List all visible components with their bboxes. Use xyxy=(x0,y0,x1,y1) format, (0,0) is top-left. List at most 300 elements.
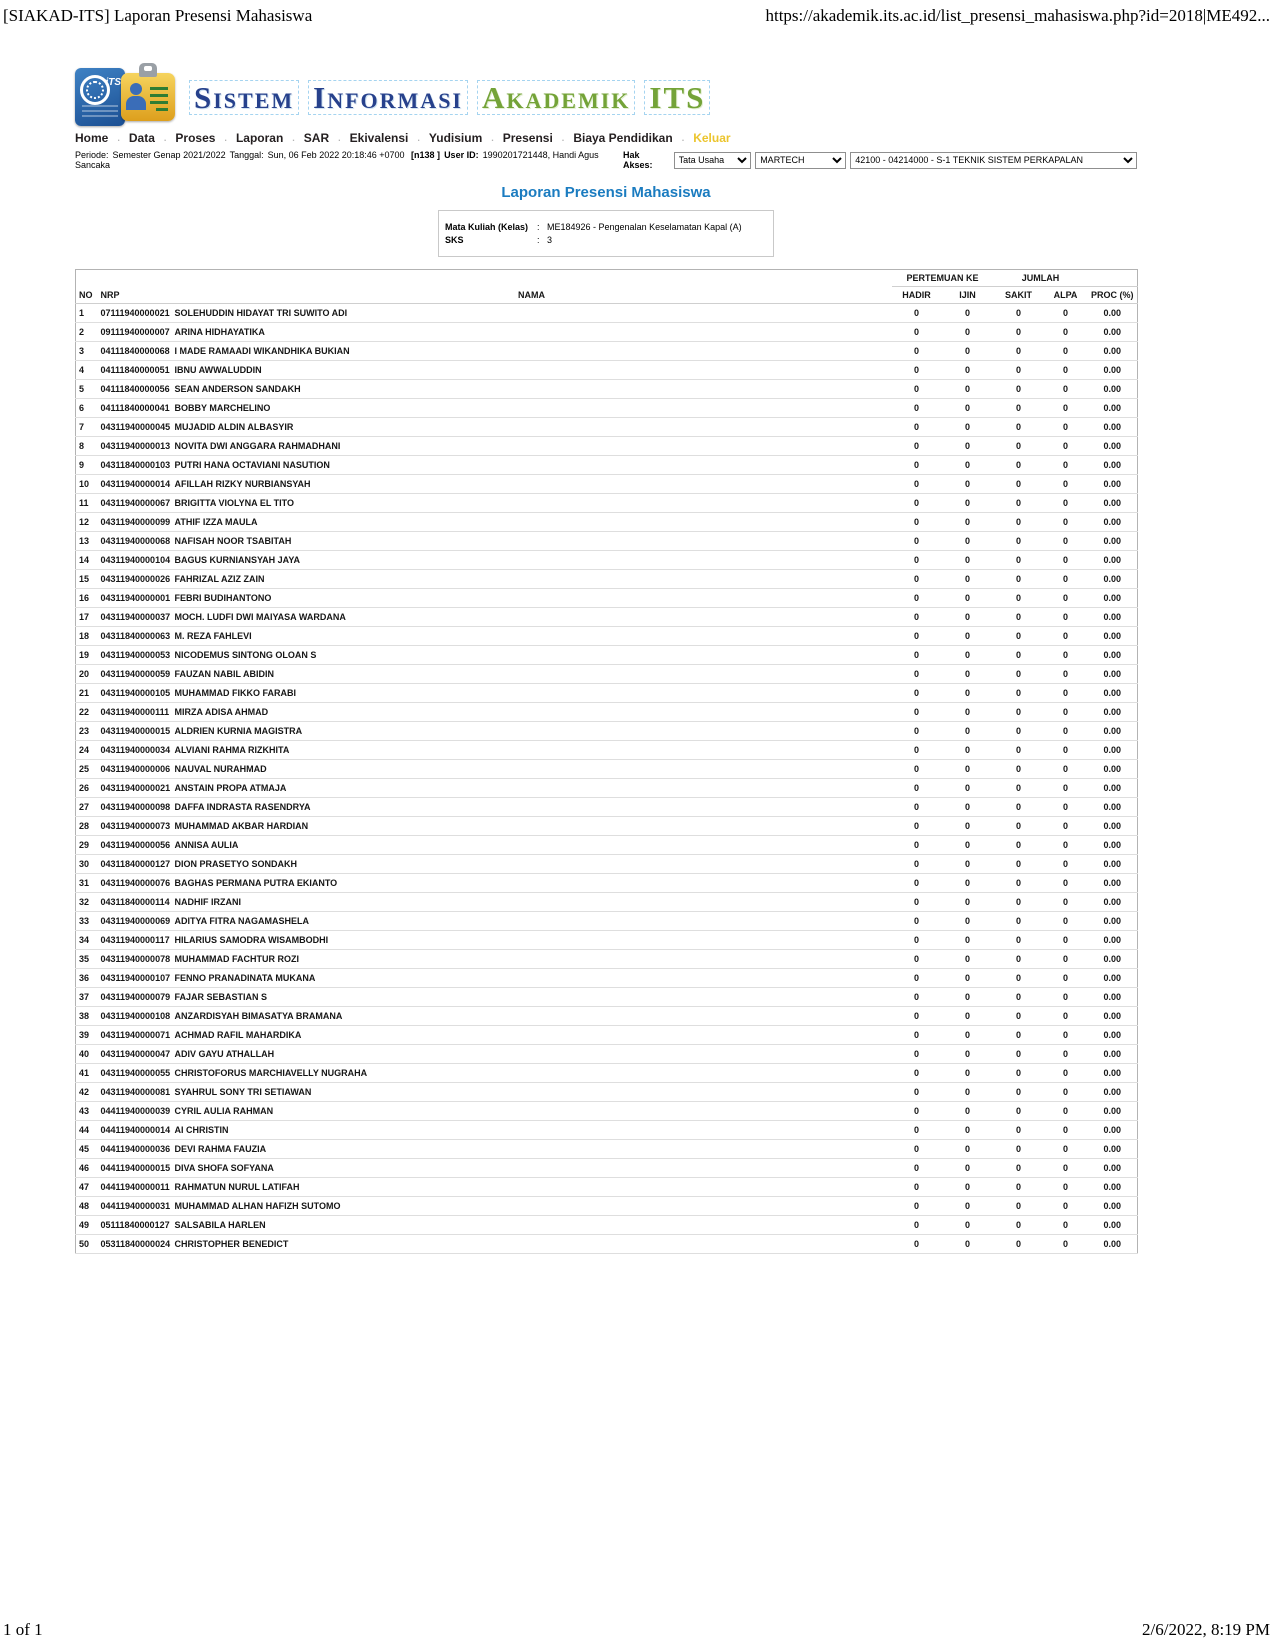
table-row xyxy=(76,323,1138,342)
brand-row xyxy=(75,66,1137,128)
access-rights xyxy=(623,150,1137,170)
table-row xyxy=(76,760,1138,779)
cell-ijin: 0 xyxy=(942,988,994,1007)
cell-nrp: 04311940000014 xyxy=(98,475,172,494)
cell-nama: FENNO PRANADINATA MUKANA xyxy=(172,969,892,988)
cell-sakit: 0 xyxy=(994,418,1044,437)
cell-no: 45 xyxy=(76,1140,98,1159)
role-select[interactable] xyxy=(674,152,752,169)
cell-ijin: 0 xyxy=(942,855,994,874)
cell-sakit: 0 xyxy=(994,665,1044,684)
cell-proc: 0.00 xyxy=(1088,456,1138,475)
its-logo-lines xyxy=(82,105,118,119)
cell-ijin: 0 xyxy=(942,418,994,437)
cell-proc: 0.00 xyxy=(1088,342,1138,361)
cell-no: 2 xyxy=(76,323,98,342)
cell-alpa: 0 xyxy=(1044,703,1088,722)
nav-item-keluar[interactable]: Keluar xyxy=(693,131,731,145)
table-row xyxy=(76,817,1138,836)
cell-sakit: 0 xyxy=(994,304,1044,323)
cell-nrp: 04311940000099 xyxy=(98,513,172,532)
cell-alpa: 0 xyxy=(1044,475,1088,494)
table-row xyxy=(76,722,1138,741)
cell-proc: 0.00 xyxy=(1088,323,1138,342)
table-row xyxy=(76,988,1138,1007)
sks-label: SKS xyxy=(445,235,464,245)
nav-separator: . xyxy=(338,133,341,143)
cell-no: 46 xyxy=(76,1159,98,1178)
card-line xyxy=(150,94,168,97)
badge-clip-icon xyxy=(139,63,157,77)
print-footer-page: 1 of 1 xyxy=(3,1620,43,1639)
cell-ijin: 0 xyxy=(942,779,994,798)
cell-ijin: 0 xyxy=(942,399,994,418)
cell-ijin: 0 xyxy=(942,684,994,703)
table-row xyxy=(76,532,1138,551)
cell-hadir: 0 xyxy=(892,646,942,665)
table-row xyxy=(76,361,1138,380)
app-title-word-sistem: Sistem xyxy=(189,80,299,115)
cell-no: 9 xyxy=(76,456,98,475)
cell-nrp: 04311940000056 xyxy=(98,836,172,855)
cell-nrp: 04111840000041 xyxy=(98,399,172,418)
table-row xyxy=(76,874,1138,893)
cell-proc: 0.00 xyxy=(1088,646,1138,665)
cell-sakit: 0 xyxy=(994,703,1044,722)
person-body-icon xyxy=(126,96,146,110)
cell-proc: 0.00 xyxy=(1088,570,1138,589)
table-row xyxy=(76,1026,1138,1045)
page-content xyxy=(75,66,1137,1254)
cell-proc: 0.00 xyxy=(1088,589,1138,608)
cell-hadir: 0 xyxy=(892,1197,942,1216)
cell-hadir: 0 xyxy=(892,1045,942,1064)
attendance-table-body xyxy=(76,304,1138,1254)
cell-sakit: 0 xyxy=(994,684,1044,703)
cell-nama: ACHMAD RAFIL MAHARDIKA xyxy=(172,1026,892,1045)
cell-nrp: 04311940000026 xyxy=(98,570,172,589)
cell-nrp: 04311940000108 xyxy=(98,1007,172,1026)
cell-hadir: 0 xyxy=(892,1121,942,1140)
cell-ijin: 0 xyxy=(942,456,994,475)
cell-alpa: 0 xyxy=(1044,779,1088,798)
cell-ijin: 0 xyxy=(942,551,994,570)
cell-nama: BAGHAS PERMANA PUTRA EKIANTO xyxy=(172,874,892,893)
nav-item-yudisium[interactable]: Yudisium xyxy=(428,131,483,145)
cell-nrp: 04311840000063 xyxy=(98,627,172,646)
app-title xyxy=(189,80,710,115)
cell-alpa: 0 xyxy=(1044,380,1088,399)
cell-ijin: 0 xyxy=(942,627,994,646)
header-sakit: SAKIT xyxy=(994,287,1044,304)
cell-sakit: 0 xyxy=(994,931,1044,950)
cell-ijin: 0 xyxy=(942,1064,994,1083)
cell-sakit: 0 xyxy=(994,798,1044,817)
cell-no: 6 xyxy=(76,399,98,418)
cell-nama: CHRISTOPHER BENEDICT xyxy=(172,1235,892,1254)
cell-hadir: 0 xyxy=(892,931,942,950)
cell-sakit: 0 xyxy=(994,741,1044,760)
app-title-word-akademik: Akademik xyxy=(477,80,635,115)
cell-nama: MOCH. LUDFI DWI MAIYASA WARDANA xyxy=(172,608,892,627)
cell-nama: ADIV GAYU ATHALLAH xyxy=(172,1045,892,1064)
colon: : xyxy=(537,235,540,245)
table-row xyxy=(76,646,1138,665)
table-row xyxy=(76,779,1138,798)
cell-hadir: 0 xyxy=(892,988,942,1007)
nav-item-presensi[interactable]: Presensi xyxy=(502,131,553,145)
cell-alpa: 0 xyxy=(1044,798,1088,817)
cell-proc: 0.00 xyxy=(1088,988,1138,1007)
cell-proc: 0.00 xyxy=(1088,1121,1138,1140)
cell-hadir: 0 xyxy=(892,1216,942,1235)
cell-proc: 0.00 xyxy=(1088,475,1138,494)
cell-alpa: 0 xyxy=(1044,627,1088,646)
cell-sakit: 0 xyxy=(994,1178,1044,1197)
cell-ijin: 0 xyxy=(942,1045,994,1064)
cell-alpa: 0 xyxy=(1044,1007,1088,1026)
cell-nrp: 04311840000103 xyxy=(98,456,172,475)
course-row xyxy=(445,222,767,232)
cell-sakit: 0 xyxy=(994,361,1044,380)
cell-no: 13 xyxy=(76,532,98,551)
cell-hadir: 0 xyxy=(892,399,942,418)
cell-hadir: 0 xyxy=(892,627,942,646)
cell-nrp: 04311940000067 xyxy=(98,494,172,513)
cell-proc: 0.00 xyxy=(1088,1102,1138,1121)
cell-ijin: 0 xyxy=(942,608,994,627)
id-card-icon xyxy=(121,73,175,121)
cell-nrp: 04411940000015 xyxy=(98,1159,172,1178)
cell-nama: M. REZA FAHLEVI xyxy=(172,627,892,646)
cell-ijin: 0 xyxy=(942,1121,994,1140)
cell-nama: ALVIANI RAHMA RIZKHITA xyxy=(172,741,892,760)
table-row xyxy=(76,304,1138,323)
cell-alpa: 0 xyxy=(1044,1026,1088,1045)
cell-nama: ARINA HIDHAYATIKA xyxy=(172,323,892,342)
cell-proc: 0.00 xyxy=(1088,760,1138,779)
cell-nama: ATHIF IZZA MAULA xyxy=(172,513,892,532)
cell-hadir: 0 xyxy=(892,1178,942,1197)
cell-ijin: 0 xyxy=(942,950,994,969)
cell-proc: 0.00 xyxy=(1088,836,1138,855)
cell-sakit: 0 xyxy=(994,836,1044,855)
cell-sakit: 0 xyxy=(994,380,1044,399)
cell-proc: 0.00 xyxy=(1088,1197,1138,1216)
table-row xyxy=(76,1045,1138,1064)
cell-nrp: 04311940000073 xyxy=(98,817,172,836)
cell-nama: BOBBY MARCHELINO xyxy=(172,399,892,418)
table-row xyxy=(76,1083,1138,1102)
cell-alpa: 0 xyxy=(1044,437,1088,456)
cell-nrp: 04311940000015 xyxy=(98,722,172,741)
cell-sakit: 0 xyxy=(994,570,1044,589)
cell-ijin: 0 xyxy=(942,323,994,342)
cell-nama: ADITYA FITRA NAGAMASHELA xyxy=(172,912,892,931)
card-line xyxy=(150,87,168,90)
cell-nrp: 04311940000006 xyxy=(98,760,172,779)
cell-proc: 0.00 xyxy=(1088,608,1138,627)
cell-sakit: 0 xyxy=(994,1235,1044,1254)
cell-nama: BRIGITTA VIOLYNA EL TITO xyxy=(172,494,892,513)
cell-proc: 0.00 xyxy=(1088,1235,1138,1254)
cell-nrp: 05311840000024 xyxy=(98,1235,172,1254)
cell-nama: ALDRIEN KURNIA MAGISTRA xyxy=(172,722,892,741)
sks-row xyxy=(445,235,767,245)
nav-separator: . xyxy=(491,133,494,143)
cell-ijin: 0 xyxy=(942,589,994,608)
cell-proc: 0.00 xyxy=(1088,304,1138,323)
cell-alpa: 0 xyxy=(1044,817,1088,836)
cell-hadir: 0 xyxy=(892,798,942,817)
print-header-url: https://akademik.its.ac.id/list_presensi_mahasiswa.php?id=2018|ME492... xyxy=(765,6,1270,25)
cell-nama: MUJADID ALDIN ALBASYIR xyxy=(172,418,892,437)
print-footer-datetime: 2/6/2022, 8:19 PM xyxy=(1142,1620,1270,1639)
nav-item-proses[interactable]: Proses xyxy=(175,131,216,145)
cell-sakit: 0 xyxy=(994,646,1044,665)
nav-separator: . xyxy=(163,133,167,143)
cell-sakit: 0 xyxy=(994,988,1044,1007)
nav-item-sar[interactable]: SAR xyxy=(303,131,330,145)
table-row xyxy=(76,836,1138,855)
cell-ijin: 0 xyxy=(942,513,994,532)
cell-hadir: 0 xyxy=(892,817,942,836)
nav-separator: . xyxy=(417,133,420,143)
cell-no: 49 xyxy=(76,1216,98,1235)
program-select[interactable] xyxy=(850,152,1137,169)
header-spacer xyxy=(1088,270,1138,287)
cell-hadir: 0 xyxy=(892,1102,942,1121)
nav-item-laporan[interactable]: Laporan xyxy=(235,131,284,145)
sks-value: 3 xyxy=(547,235,553,245)
cell-no: 47 xyxy=(76,1178,98,1197)
cell-sakit: 0 xyxy=(994,874,1044,893)
cell-hadir: 0 xyxy=(892,741,942,760)
cell-proc: 0.00 xyxy=(1088,1083,1138,1102)
header-ijin: IJIN xyxy=(942,287,994,304)
cell-nama: NAUVAL NURAHMAD xyxy=(172,760,892,779)
cell-nama: FEBRI BUDIHANTONO xyxy=(172,589,892,608)
cell-hadir: 0 xyxy=(892,722,942,741)
table-row xyxy=(76,1159,1138,1178)
cell-sakit: 0 xyxy=(994,608,1044,627)
cell-no: 50 xyxy=(76,1235,98,1254)
table-row xyxy=(76,1140,1138,1159)
cell-alpa: 0 xyxy=(1044,608,1088,627)
cell-ijin: 0 xyxy=(942,494,994,513)
page-title: Laporan Presensi Mahasiswa xyxy=(501,184,711,201)
cell-proc: 0.00 xyxy=(1088,741,1138,760)
table-row xyxy=(76,1102,1138,1121)
cell-hadir: 0 xyxy=(892,475,942,494)
cell-sakit: 0 xyxy=(994,532,1044,551)
cell-sakit: 0 xyxy=(994,1216,1044,1235)
cell-sakit: 0 xyxy=(994,551,1044,570)
cell-sakit: 0 xyxy=(994,475,1044,494)
cell-hadir: 0 xyxy=(892,456,942,475)
cell-ijin: 0 xyxy=(942,912,994,931)
cell-no: 20 xyxy=(76,665,98,684)
table-row xyxy=(76,456,1138,475)
header-hadir: HADIR xyxy=(892,287,942,304)
cell-ijin: 0 xyxy=(942,1102,994,1121)
cell-no: 23 xyxy=(76,722,98,741)
nav-item-data[interactable]: Data xyxy=(128,131,155,145)
cell-alpa: 0 xyxy=(1044,1216,1088,1235)
cell-ijin: 0 xyxy=(942,798,994,817)
cell-hadir: 0 xyxy=(892,608,942,627)
cell-sakit: 0 xyxy=(994,456,1044,475)
cell-alpa: 0 xyxy=(1044,760,1088,779)
cell-alpa: 0 xyxy=(1044,1102,1088,1121)
cell-no: 8 xyxy=(76,437,98,456)
cell-ijin: 0 xyxy=(942,646,994,665)
periode-label: Periode: xyxy=(75,150,109,160)
cell-ijin: 0 xyxy=(942,1007,994,1026)
cell-proc: 0.00 xyxy=(1088,551,1138,570)
cell-alpa: 0 xyxy=(1044,665,1088,684)
cell-ijin: 0 xyxy=(942,741,994,760)
meta-row xyxy=(75,150,1137,170)
cell-nrp: 04111840000068 xyxy=(98,342,172,361)
cell-hadir: 0 xyxy=(892,437,942,456)
cell-alpa: 0 xyxy=(1044,874,1088,893)
cell-proc: 0.00 xyxy=(1088,779,1138,798)
cell-alpa: 0 xyxy=(1044,988,1088,1007)
table-row xyxy=(76,1007,1138,1026)
cell-nama: ANNISA AULIA xyxy=(172,836,892,855)
cell-nama: CYRIL AULIA RAHMAN xyxy=(172,1102,892,1121)
cell-nama: I MADE RAMAADI WIKANDHIKA BUKIAN xyxy=(172,342,892,361)
nav-item-biaya-pendidikan[interactable]: Biaya Pendidikan xyxy=(573,131,673,145)
department-select[interactable] xyxy=(755,152,846,169)
cell-sakit: 0 xyxy=(994,437,1044,456)
cell-ijin: 0 xyxy=(942,817,994,836)
table-row xyxy=(76,589,1138,608)
cell-hadir: 0 xyxy=(892,836,942,855)
cell-ijin: 0 xyxy=(942,361,994,380)
cell-hadir: 0 xyxy=(892,760,942,779)
cell-alpa: 0 xyxy=(1044,893,1088,912)
cell-ijin: 0 xyxy=(942,931,994,950)
cell-ijin: 0 xyxy=(942,342,994,361)
cell-nama: PUTRI HANA OCTAVIANI NASUTION xyxy=(172,456,892,475)
table-row xyxy=(76,1064,1138,1083)
cell-nama: SALSABILA HARLEN xyxy=(172,1216,892,1235)
cell-hadir: 0 xyxy=(892,361,942,380)
cell-nrp: 04311940000034 xyxy=(98,741,172,760)
cell-no: 3 xyxy=(76,342,98,361)
cell-nama: AFILLAH RIZKY NURBIANSYAH xyxy=(172,475,892,494)
cell-nrp: 04311840000114 xyxy=(98,893,172,912)
cell-proc: 0.00 xyxy=(1088,855,1138,874)
cell-no: 15 xyxy=(76,570,98,589)
nav-item-ekivalensi[interactable]: Ekivalensi xyxy=(349,131,409,145)
cell-hadir: 0 xyxy=(892,874,942,893)
table-row xyxy=(76,893,1138,912)
header-nrp: NRP xyxy=(98,270,172,304)
cell-nrp: 04411940000031 xyxy=(98,1197,172,1216)
header-proc: PROC (%) xyxy=(1088,287,1138,304)
cell-nrp: 04311940000068 xyxy=(98,532,172,551)
its-logo-icon xyxy=(75,68,125,126)
cell-no: 24 xyxy=(76,741,98,760)
cell-alpa: 0 xyxy=(1044,418,1088,437)
cell-hadir: 0 xyxy=(892,665,942,684)
cell-hadir: 0 xyxy=(892,779,942,798)
user-id-value: 1990201721448, Handi Agus Sancaka xyxy=(75,150,599,170)
cell-no: 36 xyxy=(76,969,98,988)
cell-nrp: 04311940000079 xyxy=(98,988,172,1007)
cell-alpa: 0 xyxy=(1044,931,1088,950)
card-line xyxy=(150,101,168,104)
cell-nrp: 04111840000051 xyxy=(98,361,172,380)
cell-alpa: 0 xyxy=(1044,684,1088,703)
cell-nrp: 04311940000047 xyxy=(98,1045,172,1064)
cell-nama: NAFISAH NOOR TSABITAH xyxy=(172,532,892,551)
cell-proc: 0.00 xyxy=(1088,684,1138,703)
cell-hadir: 0 xyxy=(892,570,942,589)
nav-item-home[interactable]: Home xyxy=(75,131,109,145)
cell-proc: 0.00 xyxy=(1088,399,1138,418)
cell-alpa: 0 xyxy=(1044,1159,1088,1178)
cell-ijin: 0 xyxy=(942,1235,994,1254)
cell-nama: AI CHRISTIN xyxy=(172,1121,892,1140)
cell-nama: FAUZAN NABIL ABIDIN xyxy=(172,665,892,684)
cell-hadir: 0 xyxy=(892,1140,942,1159)
table-row xyxy=(76,1178,1138,1197)
session-code: [n138 ] xyxy=(411,150,441,160)
cell-hadir: 0 xyxy=(892,1026,942,1045)
cell-sakit: 0 xyxy=(994,1026,1044,1045)
session-info xyxy=(75,150,623,170)
colon: : xyxy=(537,222,540,232)
cell-no: 44 xyxy=(76,1121,98,1140)
cell-no: 19 xyxy=(76,646,98,665)
cell-no: 7 xyxy=(76,418,98,437)
cell-nrp: 05111840000127 xyxy=(98,1216,172,1235)
cell-nama: DEVI RAHMA FAUZIA xyxy=(172,1140,892,1159)
cell-proc: 0.00 xyxy=(1088,361,1138,380)
person-icon xyxy=(130,83,142,95)
print-header xyxy=(3,6,1270,26)
cell-no: 1 xyxy=(76,304,98,323)
cell-nrp: 04411940000011 xyxy=(98,1178,172,1197)
cell-sakit: 0 xyxy=(994,323,1044,342)
table-row xyxy=(76,1235,1138,1254)
cell-hadir: 0 xyxy=(892,684,942,703)
cell-no: 39 xyxy=(76,1026,98,1045)
cell-proc: 0.00 xyxy=(1088,1045,1138,1064)
cell-ijin: 0 xyxy=(942,570,994,589)
cell-nama: HILARIUS SAMODRA WISAMBODHI xyxy=(172,931,892,950)
cell-ijin: 0 xyxy=(942,380,994,399)
course-info-box xyxy=(438,210,774,257)
cell-proc: 0.00 xyxy=(1088,532,1138,551)
cell-sakit: 0 xyxy=(994,722,1044,741)
cell-no: 48 xyxy=(76,1197,98,1216)
cell-proc: 0.00 xyxy=(1088,722,1138,741)
main-nav xyxy=(75,131,1137,145)
cell-proc: 0.00 xyxy=(1088,513,1138,532)
cell-no: 4 xyxy=(76,361,98,380)
cell-hadir: 0 xyxy=(892,893,942,912)
cell-alpa: 0 xyxy=(1044,836,1088,855)
table-row xyxy=(76,912,1138,931)
cell-proc: 0.00 xyxy=(1088,1178,1138,1197)
cell-alpa: 0 xyxy=(1044,513,1088,532)
table-row xyxy=(76,513,1138,532)
